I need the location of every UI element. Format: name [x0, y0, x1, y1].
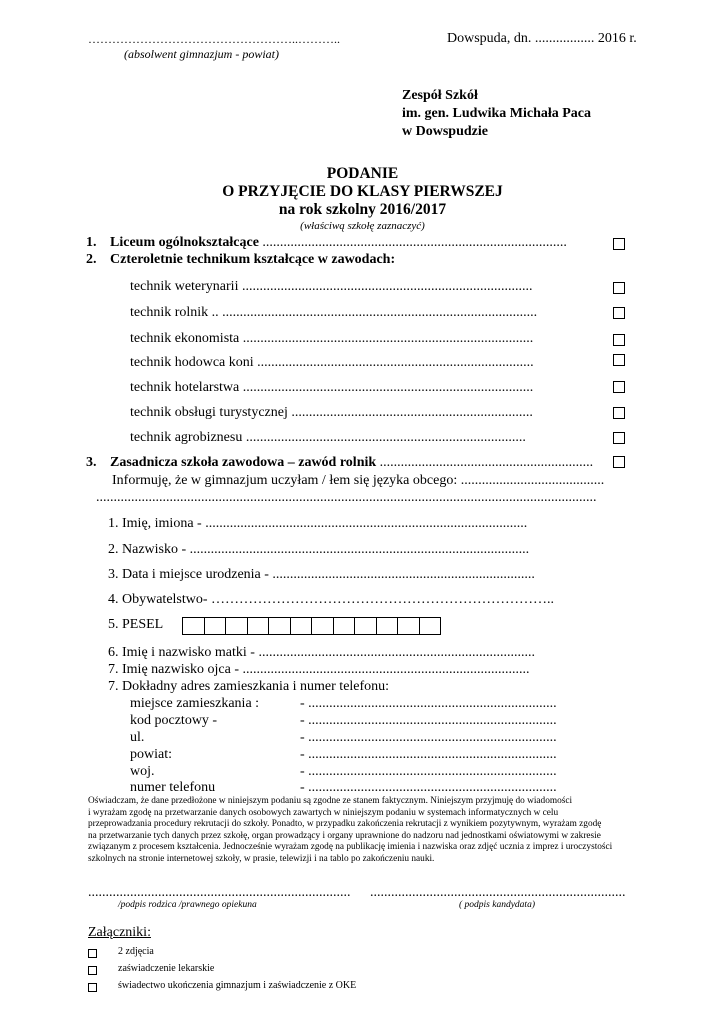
addr-dots-place: - .......................................................................	[300, 696, 557, 711]
addr-dots-postcode: - .......................................................................	[300, 713, 557, 728]
tech-label: technik hotelarstwa	[130, 380, 240, 395]
tech-dots: ...............................................................................	[253, 355, 534, 370]
tech-label: technik weterynarii	[130, 279, 239, 294]
checkbox-technik-hotelarstwa[interactable]	[613, 381, 625, 393]
tech-dots: ...................................................................................	[239, 331, 534, 346]
checkbox-zasadnicza[interactable]	[613, 456, 625, 468]
statement-line: związanym z procesem kształcenia. Jednocześnie wyrażam zgodę na publikację imienia i nazwiska oraz zdjęć ucznia z imprez i uroczystości	[88, 842, 613, 852]
checkbox-certificate[interactable]	[88, 983, 97, 992]
addr-label-postcode: kod pocztowy -	[130, 713, 218, 728]
checkbox-liceum[interactable]	[613, 238, 625, 250]
addr-dots-county: - .......................................................................	[300, 747, 557, 762]
attachment-certificate: świadectwo ukończenia gimnazjum i zaświadczenie z OKE	[118, 980, 357, 991]
consent-statement	[88, 796, 638, 865]
addr-label-street: ul.	[130, 730, 145, 745]
tech-label: technik agrobiznesu	[130, 430, 243, 445]
tech-dots: ...................................................................................	[239, 380, 534, 395]
tech-dots: .....................................................................	[287, 405, 533, 420]
checkbox-medical[interactable]	[88, 966, 97, 975]
addressee-line2: im. gen. Ludwika Michała Paca	[402, 106, 592, 121]
field-address-heading: 7. Dokładny adres zamieszkania i numer telefonu:	[108, 679, 390, 694]
addressee-line1: Zespół Szkół	[402, 88, 478, 103]
tech-row-hodowca-koni	[130, 355, 534, 371]
applicant-caption: (absolwent gimnazjum - powiat)	[124, 47, 279, 61]
tech-dots: ................................................................................	[242, 430, 526, 445]
attachments-heading: Załączniki:	[88, 925, 151, 940]
tech-dots: ...................................................................................	[238, 279, 533, 294]
addr-label-phone: numer telefonu	[130, 780, 216, 795]
checkbox-photos[interactable]	[88, 949, 97, 958]
school-2-label: Czteroletnie technikum kształcące w zawodach:	[110, 252, 396, 267]
checkbox-technik-hodowca-koni[interactable]	[613, 354, 625, 366]
statement-line: szkolnych na stronie internetowej szkoły, w prasie, telewizji i na tablo po zakończeniu nauki.	[88, 853, 435, 864]
tech-label: technik rolnik ..	[130, 305, 223, 320]
school-3-label: Zasadnicza szkoła zawodowa – zawód rolnik	[110, 455, 377, 470]
checkbox-technik-agrobiznesu[interactable]	[613, 432, 625, 444]
place-date: Dowspuda, dn. ................. 2016 r.	[447, 31, 637, 46]
addr-label-place: miejsce zamieszkania :	[130, 696, 260, 711]
school-1-dots: .......................................................................................	[258, 235, 567, 250]
pesel-digit[interactable]	[248, 617, 270, 635]
addressee-line3: w Dowspudzie	[402, 124, 488, 139]
addr-label-county: powiat:	[130, 747, 172, 762]
attachment-photos: 2 zdjęcia	[118, 946, 154, 957]
language-line: Informuję, że w gimnazjum uczyłam / łem się języka obcego: .........................................	[112, 473, 605, 488]
pesel-digit[interactable]	[420, 617, 442, 635]
checkbox-technik-obslugi-turystycznej[interactable]	[613, 407, 625, 419]
school-3-number: 3.	[86, 455, 97, 470]
field-birth: 3. Data i miejsce urodzenia - ...........................................................................	[108, 567, 535, 582]
tech-label: technik obsługi turystycznej	[130, 405, 288, 420]
field-citizenship: 4. Obywatelstwo- ………………………………………………………………..	[108, 592, 555, 607]
title-note: (właściwą szkołę zaznaczyć)	[300, 220, 425, 232]
pesel-digit[interactable]	[377, 617, 399, 635]
title-line1: PODANIE	[326, 165, 399, 182]
field-pesel-label: 5. PESEL	[108, 617, 164, 632]
pesel-digit[interactable]	[205, 617, 227, 635]
school-1-label: Liceum ogólnokształcące	[110, 235, 259, 250]
field-mother: 6. Imię i nazwisko matki - ...............................................................................	[108, 645, 535, 660]
tech-label: technik hodowca koni	[130, 355, 254, 370]
checkbox-technik-ekonomista[interactable]	[613, 334, 625, 346]
school-1-row	[110, 235, 567, 251]
checkbox-technik-weterynarii[interactable]	[613, 282, 625, 294]
pesel-digit[interactable]	[291, 617, 313, 635]
title-line2: O PRZYJĘCIE DO KLASY PIERWSZEJ	[222, 183, 503, 200]
pesel-digit[interactable]	[355, 617, 377, 635]
statement-line: i wyrażam zgodę na przetwarzanie danych osobowych zawartych w niniejszym podaniu w systemach informatycznych w celu	[88, 807, 559, 818]
pesel-digit[interactable]	[334, 617, 356, 635]
tech-row-ekonomista	[130, 331, 533, 347]
statement-line: Oświadczam, że dane przedłożone w niniejszym podaniu są zgodne ze stanem faktycznym. Niniejszym przyjmuję do wiadomości	[88, 796, 573, 806]
statement-line: przeprowadzania procedury rekrutacji do szkoły. Ponadto, w przypadku zakończenia rekrutacji z wynikiem pozytywnym, wyrażam zgodę	[88, 819, 602, 829]
school-3-dots: .............................................................	[376, 455, 594, 470]
signature-parent-dots: ...........................................................................	[88, 885, 351, 900]
school-2-number: 2.	[86, 252, 97, 267]
signature-candidate-label: ( podpis kandydata)	[459, 900, 535, 910]
addr-dots-voivodeship: - .......................................................................	[300, 764, 557, 779]
signature-parent-label: /podpis rodzica /prawnego opiekuna	[118, 900, 257, 910]
language-dots: ...............................................................................................................................................	[96, 490, 597, 505]
tech-row-rolnik	[130, 305, 537, 321]
field-surname: 2. Nazwisko - .................................................................................................	[108, 542, 530, 557]
tech-row-hotelarstwa	[130, 380, 533, 396]
field-first-names: 1. Imię, imiona - ............................................................................................	[108, 516, 528, 531]
pesel-digit[interactable]	[183, 617, 205, 635]
pesel-boxes[interactable]	[182, 617, 441, 635]
attachment-medical: zaświadczenie lekarskie	[118, 963, 215, 974]
statement-line: na przetwarzanie tych danych przez szkołę, organ prowadzący i organy uprawnione do nadzoru nad jednostkami oświatowymi w zakresie	[88, 830, 601, 841]
signature-candidate-dots: .........................................................................	[370, 885, 626, 900]
addr-dots-street: - .......................................................................	[300, 730, 557, 745]
pesel-digit[interactable]	[312, 617, 334, 635]
pesel-digit[interactable]	[226, 617, 248, 635]
title-line3: na rok szkolny 2016/2017	[278, 201, 447, 218]
tech-row-turystyka	[130, 405, 533, 421]
pesel-digit[interactable]	[398, 617, 420, 635]
tech-row-weterynarii	[130, 279, 532, 295]
addr-label-voivodeship: woj.	[130, 764, 155, 779]
tech-row-agrobiznesu	[130, 430, 526, 446]
school-1-number: 1.	[86, 235, 97, 250]
field-father: 7. Imię nazwisko ojca - ..................................................................................	[108, 662, 530, 677]
applicant-dots: ……………………………………………..………..	[88, 32, 340, 46]
pesel-digit[interactable]	[269, 617, 291, 635]
checkbox-technik-rolnik[interactable]	[613, 307, 625, 319]
school-3-row	[110, 455, 593, 471]
tech-dots: ..........................................................................................	[222, 305, 538, 320]
tech-label: technik ekonomista	[130, 331, 240, 346]
addr-dots-phone: - .......................................................................	[300, 780, 557, 795]
